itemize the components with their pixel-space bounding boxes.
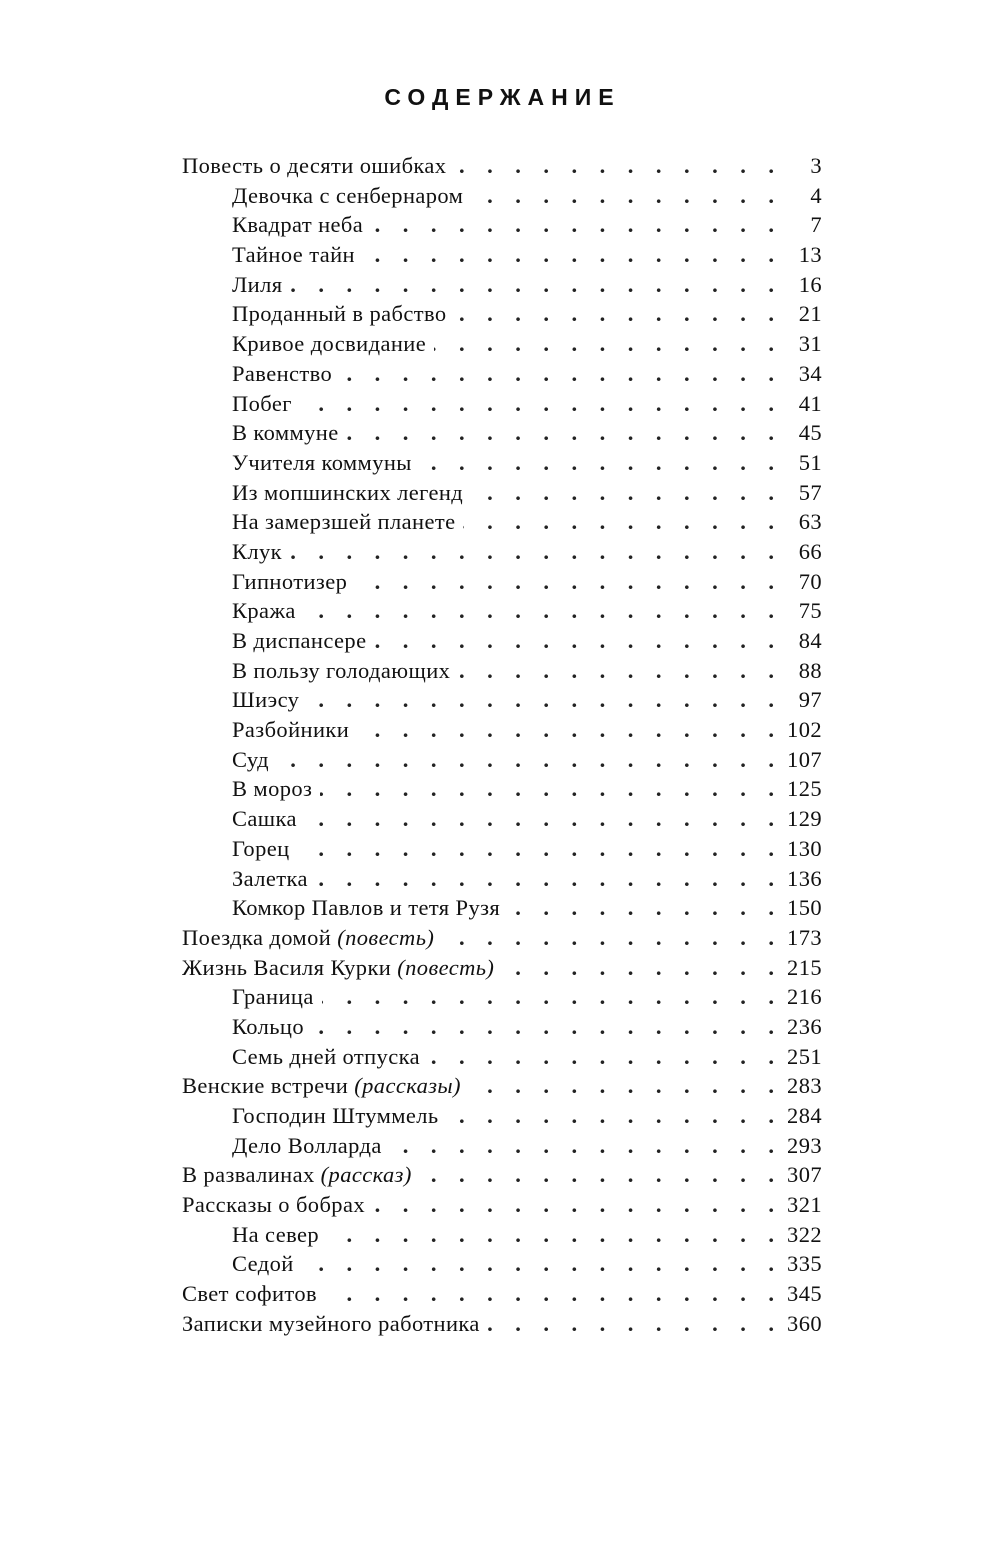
entry-title: Учителя коммуны: [232, 449, 412, 475]
dot-leader: [355, 567, 774, 597]
entry-label-group: [182, 596, 296, 626]
entry-title: Венские встречи: [182, 1073, 349, 1099]
dot-leader: [347, 418, 774, 448]
entry-title: Залетка: [232, 865, 308, 891]
dot-leader: [508, 893, 774, 923]
entry-genre: (повесть): [397, 954, 495, 980]
dot-leader: [428, 1042, 774, 1072]
entry-label-group: [182, 804, 297, 834]
entry-title: В развалинах: [182, 1162, 315, 1188]
page-number: 284: [787, 1103, 822, 1128]
entry-title: Свет софитов: [182, 1281, 318, 1307]
toc-subentry: [182, 596, 822, 626]
entry-label-group: [182, 1042, 420, 1072]
entry-title: В коммуне: [232, 420, 339, 446]
dot-leader: [469, 1071, 774, 1101]
toc-subentry: [182, 210, 822, 240]
entry-label-group: [182, 1012, 304, 1042]
toc-subentry: [182, 448, 822, 478]
entry-title: Клук: [232, 538, 283, 564]
page-number: 129: [787, 806, 822, 832]
entry-label-group: [182, 181, 463, 211]
page-number: 102: [787, 717, 822, 743]
entry-title: Повесть о десяти ошибках: [182, 153, 447, 178]
page-number: 130: [787, 835, 822, 861]
page-number: 88: [798, 657, 822, 683]
entry-label-group: [182, 834, 290, 864]
entry-title: Записки музейного работника: [182, 1310, 480, 1336]
entry-title: Тайное тайн: [232, 242, 355, 268]
page-number: 322: [787, 1221, 822, 1247]
dot-leader: [447, 1101, 774, 1131]
dot-leader: [340, 359, 774, 389]
entry-label-group: [182, 1190, 365, 1220]
toc-subentry: [182, 507, 822, 537]
entry-label-group: [182, 923, 434, 953]
dot-leader: [373, 1190, 774, 1220]
entry-title: В диспансере: [232, 628, 367, 653]
entry-title: Побег: [232, 390, 292, 416]
dot-leader: [302, 1249, 774, 1279]
page-number: 173: [787, 924, 822, 950]
page-number: 345: [787, 1281, 822, 1307]
table-of-contents: [182, 151, 822, 1339]
page-number: 63: [798, 509, 822, 535]
page-number: 51: [798, 449, 822, 475]
page-number: 216: [787, 984, 822, 1010]
dot-leader: [325, 1279, 774, 1309]
page-number: 57: [798, 479, 822, 505]
dot-leader: [454, 151, 774, 181]
page-number: 321: [787, 1192, 822, 1218]
entry-title: Лиля: [232, 271, 283, 297]
toc-subentry: [182, 1012, 822, 1042]
dot-leader: [471, 181, 774, 211]
entry-label-group: [182, 1309, 480, 1339]
entry-label-group: [182, 656, 450, 686]
entry-label-group: [182, 359, 332, 389]
toc-entry: [182, 1160, 822, 1190]
entry-label-group: [182, 478, 463, 508]
dot-leader: [502, 953, 774, 983]
toc-subentry: [182, 715, 822, 745]
entry-title: Из мопшинских легенд: [232, 479, 464, 505]
toc-subentry: [182, 418, 822, 448]
dot-leader: [454, 299, 774, 329]
toc-subentry: [182, 656, 822, 686]
page-number: 335: [787, 1251, 822, 1277]
entry-label-group: [182, 389, 292, 419]
dot-leader: [300, 389, 774, 419]
entry-title: В пользу голодающих: [232, 657, 451, 683]
entry-label-group: [182, 1220, 319, 1250]
entry-label-group: [182, 685, 299, 715]
entry-title: Семь дней отпуска: [232, 1043, 420, 1069]
page-number: 41: [798, 390, 822, 416]
entry-label-group: [182, 1131, 382, 1161]
page-number: 66: [798, 538, 822, 564]
page-number: 136: [787, 865, 822, 891]
dot-leader: [327, 1220, 774, 1250]
entry-label-group: [182, 210, 363, 240]
page-number: 4: [810, 182, 822, 208]
toc-subentry: [182, 478, 822, 508]
entry-label-group: [182, 1249, 294, 1279]
page-number: 360: [787, 1310, 822, 1336]
dot-leader: [374, 626, 774, 656]
toc-subentry: [182, 1249, 822, 1279]
entry-title: Равенство: [232, 360, 333, 386]
entry-genre: (повесть): [337, 924, 435, 950]
toc-subentry: [182, 359, 822, 389]
entry-label-group: [182, 1160, 412, 1190]
toc-subentry: [182, 299, 822, 329]
page-number: 70: [798, 568, 822, 594]
dot-leader: [312, 1012, 774, 1042]
page-number: 107: [787, 746, 822, 772]
entry-title: На замерзшей планете: [232, 509, 456, 535]
entry-title: Комкор Павлов и тетя Рузя: [232, 895, 501, 921]
entry-label-group: [182, 537, 282, 567]
toc-entry: [182, 1279, 822, 1309]
page-number: 125: [787, 776, 822, 802]
page-number: 75: [798, 598, 822, 624]
dot-leader: [290, 537, 774, 567]
entry-label-group: [182, 418, 339, 448]
entry-title: Дело Волларда: [232, 1132, 382, 1158]
toc-subentry: [182, 774, 822, 804]
toc-subentry: [182, 745, 822, 775]
entry-label-group: [182, 953, 494, 983]
toc-subentry: [182, 804, 822, 834]
dot-leader: [305, 804, 774, 834]
entry-title: Шиэсу: [232, 687, 300, 713]
dot-leader: [322, 982, 774, 1012]
toc-entry: [182, 1190, 822, 1220]
entry-label-group: [182, 151, 446, 181]
toc-subentry: [182, 864, 822, 894]
entry-label-group: [182, 270, 282, 300]
toc-subentry: [182, 240, 822, 270]
toc-subentry: [182, 329, 822, 359]
entry-label-group: [182, 1071, 461, 1101]
toc-entry: [182, 923, 822, 953]
entry-title: На север: [232, 1221, 320, 1247]
page-number: 31: [798, 331, 822, 357]
entry-label-group: [182, 982, 314, 1012]
toc-entry: [182, 953, 822, 983]
page-number: 21: [798, 301, 822, 327]
entry-label-group: [182, 864, 308, 894]
page-number: 251: [787, 1043, 822, 1069]
toc-subentry: [182, 389, 822, 419]
entry-title: Разбойники: [232, 717, 350, 743]
dot-leader: [357, 715, 774, 745]
entry-label-group: [182, 507, 455, 537]
dot-leader: [304, 596, 774, 626]
entry-label-group: [182, 329, 426, 359]
dot-leader: [290, 270, 774, 300]
page-number: 215: [787, 954, 822, 980]
page-number: 293: [787, 1132, 822, 1158]
toc-subentry: [182, 685, 822, 715]
dot-leader: [277, 745, 774, 775]
dot-leader: [371, 210, 774, 240]
entry-title: Жизнь Василя Курки: [182, 954, 392, 980]
page-number: 45: [798, 420, 822, 446]
toc-entry: [182, 1071, 822, 1101]
dot-leader: [390, 1131, 774, 1161]
page-number: 13: [798, 242, 822, 268]
entry-title: Кривое досвидание: [232, 331, 427, 357]
entry-title: Квадрат неба: [232, 212, 364, 238]
entry-label-group: [182, 893, 500, 923]
entry-label-group: [182, 1101, 439, 1131]
entry-label-group: [182, 774, 312, 804]
entry-title: Проданный в рабство: [232, 301, 447, 327]
entry-title: Кража: [232, 598, 296, 624]
page-number: 283: [787, 1073, 822, 1099]
entry-title: Поездка домой: [182, 924, 332, 950]
entry-title: Рассказы о бобрах: [182, 1192, 365, 1218]
entry-label-group: [182, 567, 347, 597]
entry-genre: (рассказ): [320, 1162, 412, 1188]
toc-subentry: [182, 1131, 822, 1161]
toc-subentry: [182, 626, 822, 656]
dot-leader: [471, 478, 774, 508]
dot-leader: [307, 685, 774, 715]
dot-leader: [442, 923, 774, 953]
toc-subentry: [182, 181, 822, 211]
entry-title: Сашка: [232, 806, 297, 832]
entry-title: В мороз: [232, 776, 313, 802]
entry-title: Горец: [232, 835, 290, 861]
toc-subentry: [182, 270, 822, 300]
dot-leader: [458, 656, 774, 686]
page-number: 236: [787, 1013, 822, 1039]
page-number: 16: [798, 271, 822, 297]
page-number: 150: [787, 895, 822, 921]
dot-leader: [363, 240, 774, 270]
dot-leader: [316, 864, 774, 894]
entry-title: Граница: [232, 984, 314, 1010]
page-number: 97: [798, 687, 822, 713]
entry-title: Гипнотизер: [232, 568, 348, 594]
dot-leader: [488, 1309, 774, 1339]
entry-genre: (рассказы): [354, 1073, 461, 1099]
toc-subentry: [182, 1042, 822, 1072]
page-number: 84: [798, 628, 822, 653]
dot-leader: [463, 507, 774, 537]
entry-label-group: [182, 626, 366, 656]
toc-entry: [182, 151, 822, 181]
toc-entry: [182, 1309, 822, 1339]
dot-leader: [420, 1160, 774, 1190]
toc-subentry: [182, 1101, 822, 1131]
toc-subentry: [182, 537, 822, 567]
entry-label-group: [182, 745, 269, 775]
toc-subentry: [182, 1220, 822, 1250]
entry-title: Девочка с сенбернаром: [232, 182, 464, 208]
entry-label-group: [182, 1279, 317, 1309]
entry-title: Господин Штуммель: [232, 1103, 439, 1128]
entry-title: Седой: [232, 1251, 294, 1277]
toc-subentry: [182, 982, 822, 1012]
entry-label-group: [182, 715, 349, 745]
entry-label-group: [182, 448, 412, 478]
toc-subentry: [182, 834, 822, 864]
dot-leader: [434, 329, 774, 359]
toc-subentry: [182, 567, 822, 597]
toc-subentry: [182, 893, 822, 923]
page-number: 7: [810, 212, 822, 238]
dot-leader: [420, 448, 774, 478]
entry-label-group: [182, 240, 355, 270]
entry-label-group: [182, 299, 446, 329]
entry-title: Кольцо: [232, 1013, 305, 1039]
dot-leader: [298, 834, 774, 864]
dot-leader: [320, 774, 774, 804]
entry-title: Суд: [232, 746, 269, 772]
page-number: 307: [787, 1162, 822, 1188]
page-number: 34: [798, 360, 822, 386]
page-number: 3: [810, 153, 822, 178]
page-title: СОДЕРЖАНИЕ: [384, 84, 621, 110]
